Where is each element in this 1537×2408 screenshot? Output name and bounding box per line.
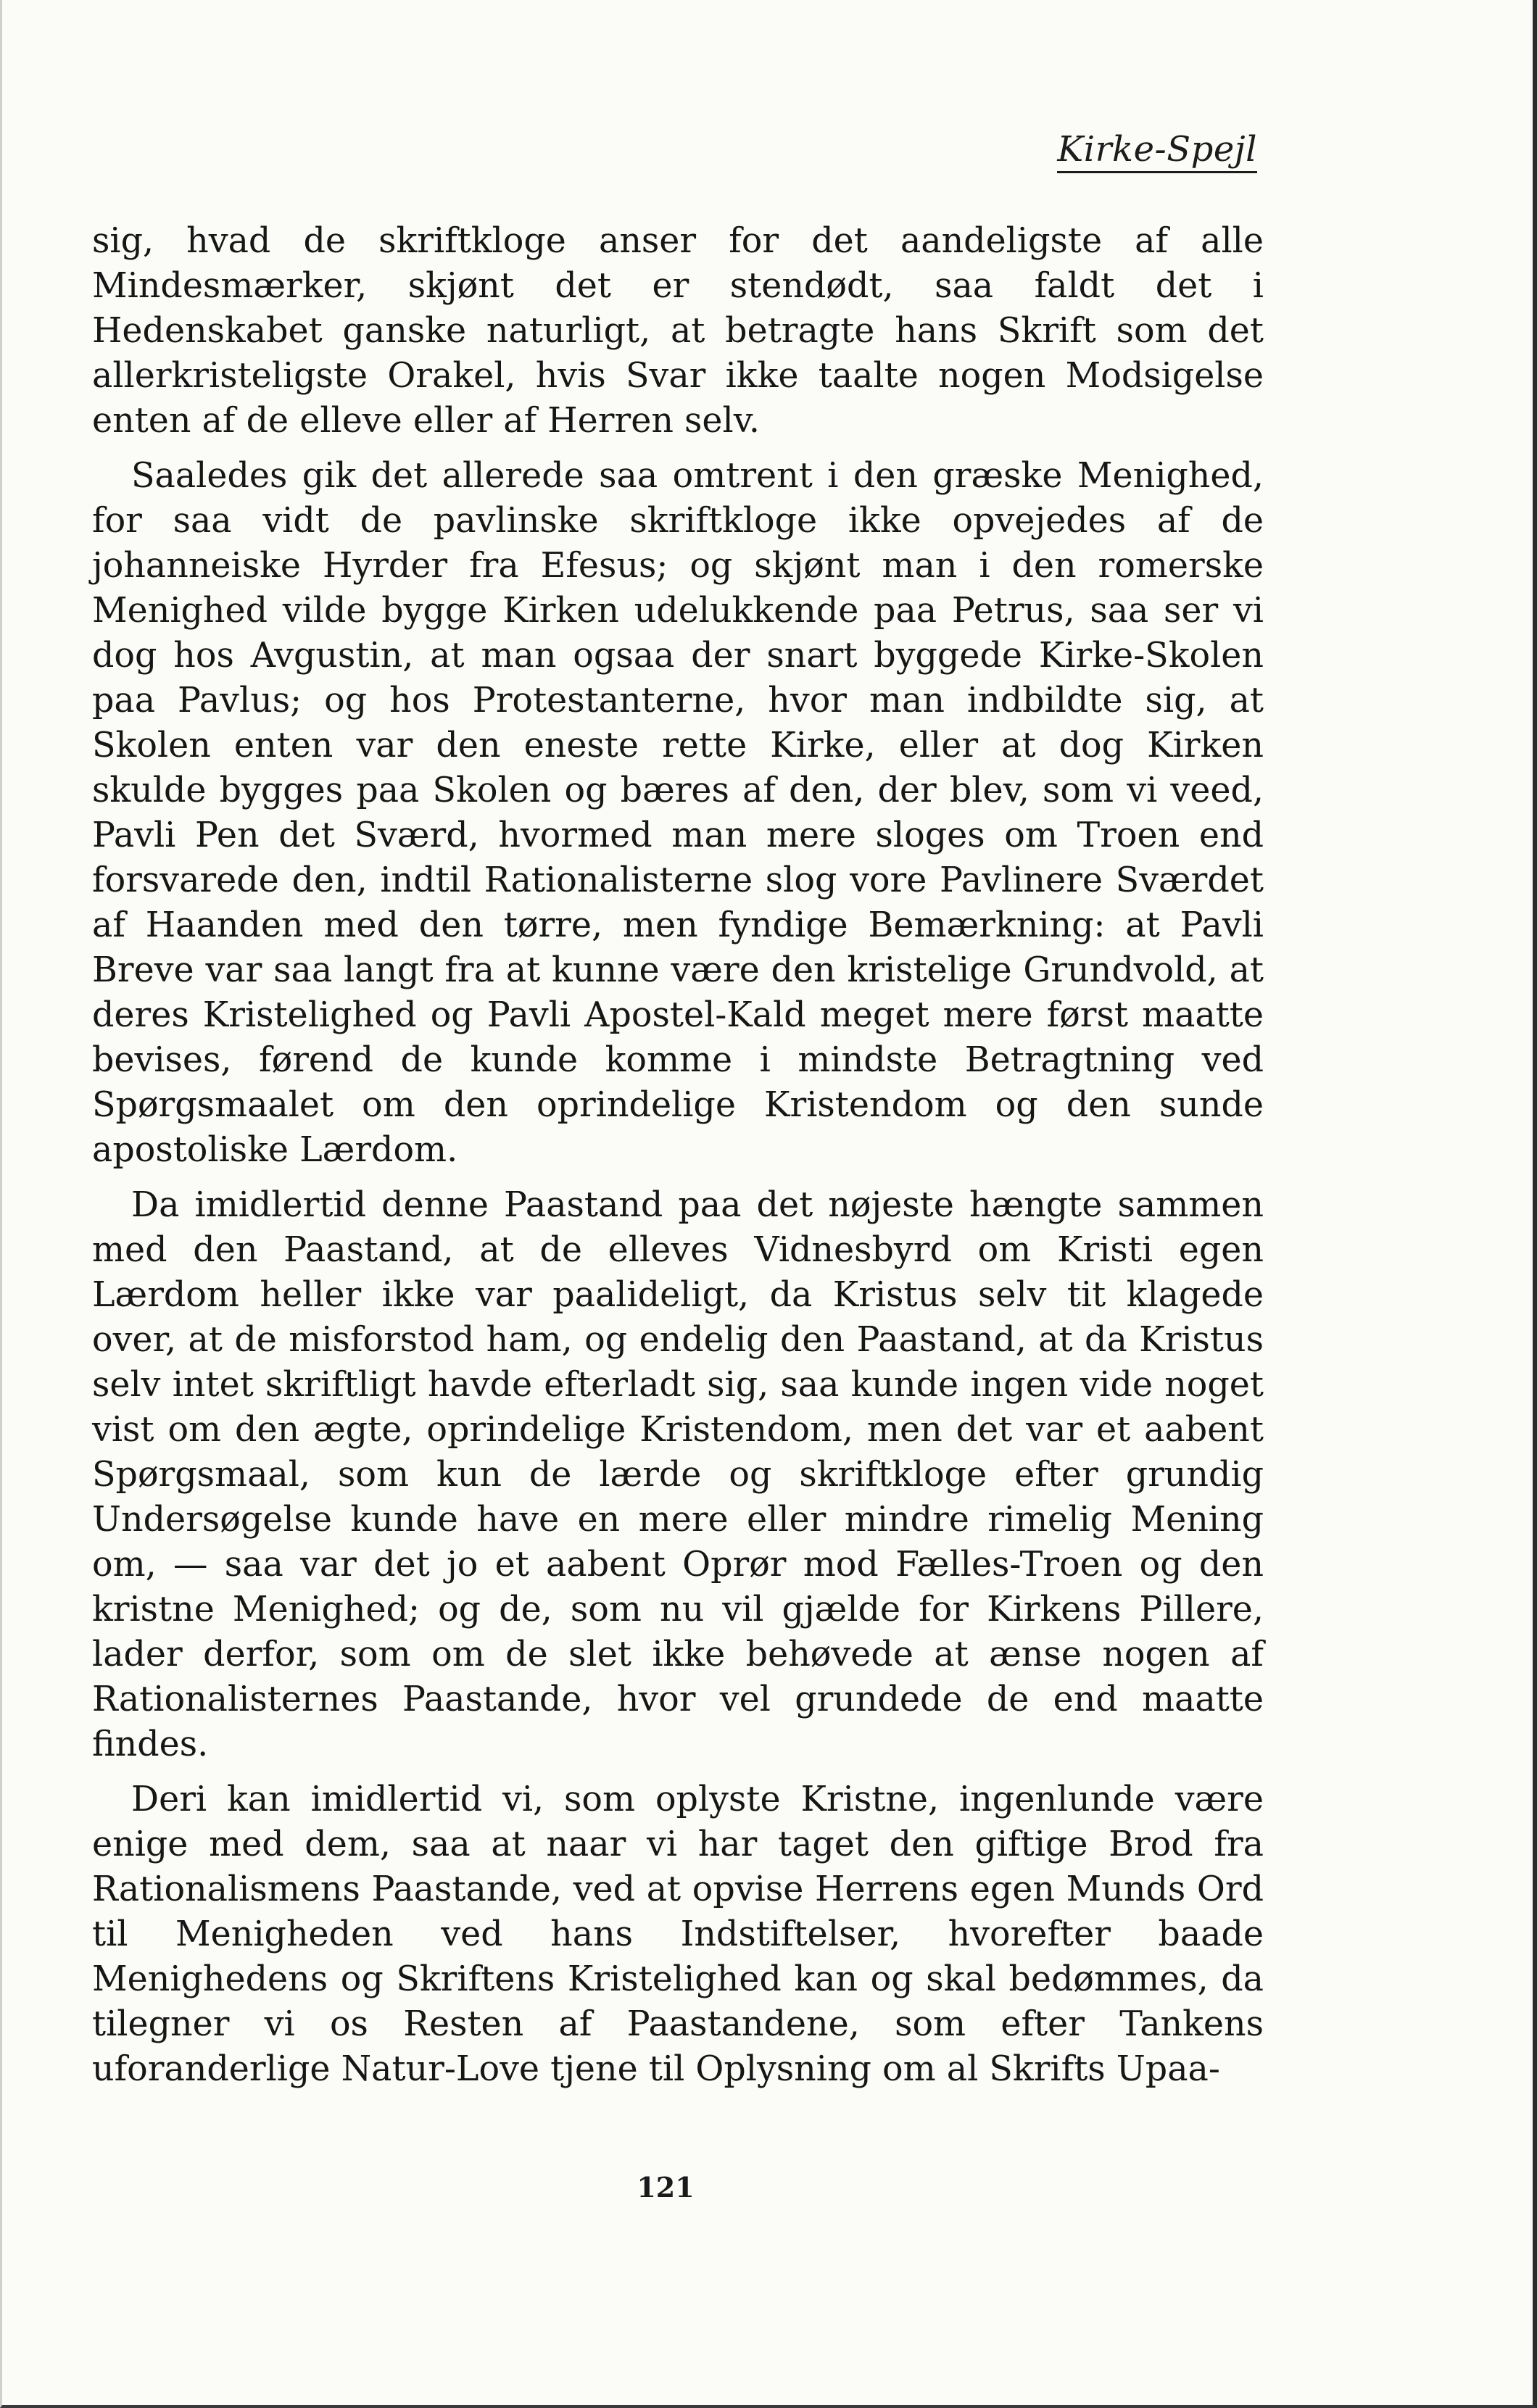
paragraph-2: Saaledes gik det allerede saa omtrent i den græske Menighed, for saa vidt de pavlinske skriftkloge ikke opvejedes af de johanneiske Hyrder fra Efesus; og skjønt man i den romerske Menighed vilde bygge Kirken udelukkende paa Petrus, saa ser vi dog hos Avgustin, at man ogsaa der snart byggede Kirke-Skolen paa Pavlus; og hos Protestanterne, hvor man indbildte sig, at Skolen enten var den eneste rette Kirke, eller at dog Kirken skulde bygges paa Skolen og bæres af den, der blev, som vi veed, Pavli Pen det Sværd, hvormed man mere sloges om Troen end forsvarede den, indtil Rationalisterne slog vore Pavlinere Sværdet af Haanden med den tørre, men fyndige Bemærkning: at Pavli Breve var saa langt fra at kunne være den kristelige Grundvold, at deres Kristelighed og Pavli Apostel-Kald meget mere først maatte bevises, førend de kunde komme i mindste Betragtning ved Spørgsmaalet om den oprindelige Kristendom og den sunde apostoliske Lærdom. xyxy=(92,456,1264,1170)
paragraph-3: Da imidlertid denne Paastand paa det nøjeste hængte sammen med den Paastand, at de elleves Vidnesbyrd om Kristi egen Lærdom heller ikke var paalideligt, da Kristus selv tit klagede over, at de misforstod ham, og endelig den Paastand, at da Kristus selv intet skriftligt havde efterladt sig, saa kunde ingen vide noget vist om den ægte, oprindelige Kristendom, men det var et aabent Spørgsmaal, som kun de lærde og skriftkloge efter grundig Undersøgelse kunde have en mere eller mindre rimelig Mening om, — saa var det jo et aabent Oprør mod Fælles-Troen og den kristne Menighed; og de, som nu vil gjælde for Kirkens Pillere, lader derfor, som om de slet ikke behøvede at ænse nogen af Rationalisternes Paastande, hvor vel grundede de end maatte findes. xyxy=(92,1185,1264,1764)
paragraph-4: Deri kan imidlertid vi, som oplyste Kristne, ingenlunde være enige med dem, saa at naar vi har taget den giftige Brod fra Rationalismens Paastande, ved at opvise Herrens egen Munds Ord til Menigheden ved hans Indstiftelser, hvorefter baade Menighedens og Skriftens Kristelighed kan og skal bedømmes, da tilegner vi os Resten af Paastandene, som efter Tankens uforanderlige Natur-Love tjene til Oplysning om al Skrifts Upaa- xyxy=(92,1780,1264,2089)
running-title: Kirke-Spejl xyxy=(1057,129,1257,173)
body-text xyxy=(92,219,1264,2092)
paragraph-1: sig, hvad de skriftkloge anser for det aandeligste af alle Mindesmærker, skjønt det er stendødt, saa faldt det i Hedenskabet ganske naturligt, at betragte hans Skrift som det allerkristeligste Orakel, hvis Svar ikke taalte nogen Modsigelse enten af de elleve eller af Herren selv. xyxy=(92,221,1264,441)
page-number: 121 xyxy=(637,2171,695,2204)
